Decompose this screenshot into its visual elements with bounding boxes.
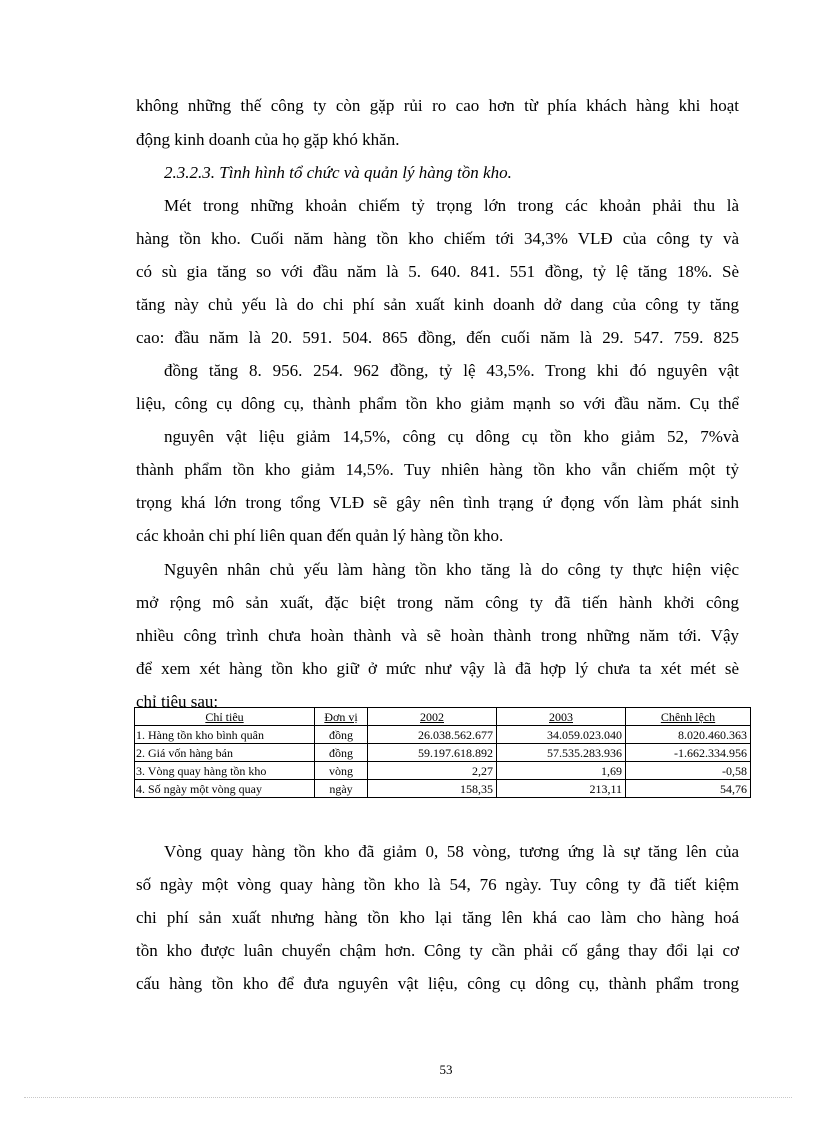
text-line: chỉ tiêu sau: [136, 692, 219, 711]
text-line: hàng tồn kho. Cuối năm hàng tồn kho chiếm tới 34,3% VLĐ của công ty và [136, 229, 739, 248]
header-cell: 2003 [497, 708, 626, 726]
row-unit: ngày [315, 780, 368, 798]
value-2003: 213,11 [497, 780, 626, 798]
table-row [135, 780, 751, 798]
header-cell: Chênh lệch [626, 708, 751, 726]
footer-divider [24, 1097, 792, 1098]
text-line: tồn kho được luân chuyển chậm hơn. Công ty cần phải cố gắng thay đổi lại cơ [136, 941, 739, 960]
text-line: Vòng quay hàng tồn kho đã giảm 0, 58 vòng, tương ứng là sự tăng lên của [164, 842, 739, 861]
value-difference: 8.020.460.363 [626, 726, 751, 744]
row-label: 4. Số ngày một vòng quay [135, 780, 315, 798]
value-difference: -0,58 [626, 762, 751, 780]
text-line: đồng tăng 8. 956. 254. 962 đồng, tỷ lệ 43,5%. Trong khi đó nguyên vật [164, 361, 739, 380]
table-row [135, 726, 751, 744]
table-header-row [135, 708, 751, 726]
table-row [135, 744, 751, 762]
text-line: có sù gia tăng so với đầu năm là 5. 640. 841. 551 đồng, tỷ lệ tăng 18%. Sè [136, 262, 739, 281]
value-2002: 59.197.618.892 [368, 744, 497, 762]
row-label: 1. Hàng tồn kho bình quân [135, 726, 315, 744]
text-line: động kinh doanh của họ gặp khó khăn. [136, 130, 400, 149]
text-line: số ngày một vòng quay hàng tồn kho là 54, 76 ngày. Tuy công ty đã tiết kiệm [136, 875, 739, 894]
value-2002: 2,27 [368, 762, 497, 780]
text-line: nguyên vật liệu giảm 14,5%, công cụ dông cụ tồn kho giảm 52, 7%và [164, 427, 739, 446]
value-difference: 54,76 [626, 780, 751, 798]
row-unit: đồng [315, 744, 368, 762]
text-line: trọng khá lớn trong tổng VLĐ sẽ gây nên tình trạng ứ đọng vốn làm phát sinh [136, 493, 739, 512]
text-line: cấu hàng tồn kho để đưa nguyên vật liệu, công cụ dông cụ, thành phẩm trong [136, 974, 739, 993]
value-2002: 158,35 [368, 780, 497, 798]
text-line: liệu, công cụ dông cụ, thành phẩm tồn kho giảm mạnh so với đầu năm. Cụ thể [136, 394, 739, 413]
text-line: mở rộng mô sản xuất, đặc biệt trong năm công ty đã tiến hành khởi công [136, 593, 739, 612]
page-number: 53 [439, 1062, 453, 1077]
text-line: tăng này chủ yếu là do chi phí sản xuất kinh doanh dở dang của công ty tăng [136, 295, 739, 314]
text-line: cao: đầu năm là 20. 591. 504. 865 đồng, đến cuối năm là 29. 547. 759. 825 [136, 328, 739, 347]
header-cell: Đơn vị [315, 708, 368, 726]
value-2003: 57.535.283.936 [497, 744, 626, 762]
section-heading: 2.3.2.3. Tình hình tổ chức và quản lý hàng tồn kho. [164, 163, 512, 182]
row-label: 2. Giá vốn hàng bán [135, 744, 315, 762]
inventory-table [134, 707, 751, 798]
text-line: Mét trong những khoản chiếm tỷ trọng lớn trong các khoản phải thu là [164, 196, 739, 215]
value-2002: 26.038.562.677 [368, 726, 497, 744]
text-line: chi phí sản xuất nhưng hàng tồn kho lại tăng lên khá cao làm cho hàng hoá [136, 908, 739, 927]
value-2003: 34.059.023.040 [497, 726, 626, 744]
table-row [135, 762, 751, 780]
value-2003: 1,69 [497, 762, 626, 780]
value-difference: -1.662.334.956 [626, 744, 751, 762]
text-line: thành phẩm tồn kho giảm 14,5%. Tuy nhiên hàng tồn kho vẫn chiếm một tỷ [136, 460, 739, 479]
text-line: các khoản chi phí liên quan đến quản lý hàng tồn kho. [136, 526, 504, 545]
text-line: Nguyên nhân chủ yếu làm hàng tồn kho tăng là do công ty thực hiện việc [164, 560, 739, 579]
row-label: 3. Vòng quay hàng tồn kho [135, 762, 315, 780]
text-line: nhiều công trình chưa hoàn thành và sẽ hoàn thành trong những năm tới. Vậy [136, 626, 739, 645]
row-unit: vòng [315, 762, 368, 780]
header-cell: Chỉ tiêu [135, 708, 315, 726]
text-line: không những thế công ty còn gặp rủi ro cao hơn từ phía khách hàng khi hoạt [136, 96, 739, 115]
row-unit: đồng [315, 726, 368, 744]
header-cell: 2002 [368, 708, 497, 726]
text-line: để xem xét hàng tồn kho giữ ở mức như vậy là đã hợp lý chưa ta xét mét sè [136, 659, 739, 678]
